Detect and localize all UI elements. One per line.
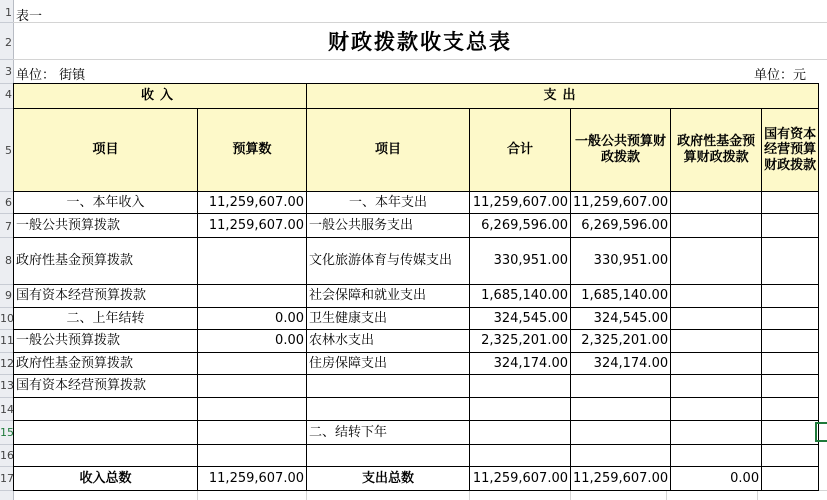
state-capital-cell[interactable] <box>762 238 819 285</box>
gov-fund-cell[interactable] <box>671 214 762 238</box>
income-item-cell[interactable] <box>14 445 198 467</box>
row-header-strip[interactable] <box>0 0 14 500</box>
row-number-11[interactable]: 11 <box>0 334 14 347</box>
page-title[interactable]: 财政拨款收支总表 <box>328 29 512 54</box>
income-item-cell[interactable]: 一般公共预算拨款 <box>14 330 198 353</box>
header-total[interactable]: 合计 <box>470 109 571 192</box>
state-capital-cell[interactable] <box>762 192 819 214</box>
total-cell[interactable] <box>470 398 571 421</box>
header-budget[interactable]: 预算数 <box>198 109 307 192</box>
table-row <box>14 467 819 491</box>
state-capital-cell[interactable] <box>762 375 819 398</box>
header-state-capital[interactable]: 国有资本经营预算财政拨款 <box>762 109 819 192</box>
table-row <box>14 353 819 375</box>
expense-item-cell[interactable]: 农林水支出 <box>307 330 470 353</box>
header-expense[interactable]: 支出 <box>307 84 819 109</box>
gov-fund-cell[interactable] <box>671 308 762 330</box>
expense-item-cell[interactable]: 文化旅游体育与传媒支出 <box>307 238 470 285</box>
row-number-15[interactable]: 15 <box>0 426 14 439</box>
row-number-13[interactable]: 13 <box>0 379 14 392</box>
budget-cell[interactable] <box>198 353 307 375</box>
general-budget-cell[interactable]: 324,545.00 <box>571 308 671 330</box>
income-total-value[interactable]: 11,259,607.00 <box>198 467 307 491</box>
state-capital-cell[interactable] <box>762 214 819 238</box>
table-row <box>14 375 819 398</box>
budget-cell[interactable] <box>198 445 307 467</box>
budget-cell[interactable]: 11,259,607.00 <box>198 192 307 214</box>
state-capital-cell[interactable] <box>762 445 819 467</box>
total-cell[interactable]: 1,685,140.00 <box>470 285 571 308</box>
gov-fund-cell[interactable] <box>671 353 762 375</box>
row-number-12[interactable]: 12 <box>0 357 14 370</box>
header-income[interactable]: 收入 <box>14 84 307 109</box>
total-cell[interactable]: 6,269,596.00 <box>470 214 571 238</box>
budget-cell[interactable] <box>198 398 307 421</box>
general-budget-cell[interactable] <box>571 445 671 467</box>
income-item-cell[interactable]: 政府性基金预算拨款 <box>14 238 198 285</box>
total-cell[interactable] <box>470 445 571 467</box>
gov-fund-cell[interactable] <box>671 192 762 214</box>
row-number-2[interactable]: 2 <box>5 36 12 49</box>
general-budget-cell[interactable] <box>571 421 671 445</box>
total-cell[interactable] <box>470 375 571 398</box>
income-total-label[interactable]: 收入总数 <box>14 467 198 491</box>
header-gov-fund[interactable]: 政府性基金预算财政拨款 <box>671 109 762 192</box>
table-row <box>14 238 819 285</box>
row-number-10[interactable]: 10 <box>0 312 14 325</box>
budget-cell[interactable]: 0.00 <box>198 330 307 353</box>
total-cell[interactable]: 2,325,201.00 <box>470 330 571 353</box>
total-cell[interactable]: 330,951.00 <box>470 238 571 285</box>
unit-left[interactable]: 单位： 街镇 <box>16 68 86 83</box>
income-item-cell[interactable]: 国有资本经营预算拨款 <box>14 375 198 398</box>
row-number-4[interactable]: 4 <box>5 88 12 101</box>
gov-fund-cell[interactable] <box>671 285 762 308</box>
header-expense-item[interactable]: 项目 <box>307 109 470 192</box>
income-item-cell[interactable]: 一般公共预算拨款 <box>14 214 198 238</box>
income-item-cell[interactable]: 二、上年结转 <box>14 308 198 330</box>
state-capital-total[interactable] <box>762 467 819 491</box>
row-number-9[interactable]: 9 <box>5 289 12 302</box>
row-number-5[interactable]: 5 <box>5 144 12 157</box>
budget-cell[interactable] <box>198 285 307 308</box>
state-capital-cell[interactable] <box>762 308 819 330</box>
expense-item-cell[interactable]: 一、本年支出 <box>307 192 470 214</box>
table-row <box>14 214 819 238</box>
gov-fund-cell[interactable] <box>671 238 762 285</box>
expense-item-cell[interactable] <box>307 398 470 421</box>
general-budget-cell[interactable]: 324,174.00 <box>571 353 671 375</box>
general-budget-cell[interactable]: 6,269,596.00 <box>571 214 671 238</box>
table-row <box>14 285 819 308</box>
row-number-1[interactable]: 1 <box>5 6 12 19</box>
sheet-caption[interactable]: 表一 <box>16 9 43 24</box>
gov-fund-cell[interactable] <box>671 375 762 398</box>
row-number-3[interactable]: 3 <box>5 65 12 78</box>
budget-cell[interactable] <box>198 375 307 398</box>
state-capital-cell[interactable] <box>762 285 819 308</box>
row-number-6[interactable]: 6 <box>5 196 12 209</box>
expense-item-cell[interactable] <box>307 375 470 398</box>
expense-total-label[interactable]: 支出总数 <box>307 467 470 491</box>
budget-table <box>13 83 819 491</box>
state-capital-cell[interactable] <box>762 330 819 353</box>
total-cell[interactable]: 324,174.00 <box>470 353 571 375</box>
expense-item-cell[interactable]: 住房保障支出 <box>307 353 470 375</box>
expense-item-cell[interactable]: 一般公共服务支出 <box>307 214 470 238</box>
state-capital-cell[interactable] <box>762 353 819 375</box>
income-item-cell[interactable]: 政府性基金预算拨款 <box>14 353 198 375</box>
income-item-cell[interactable]: 国有资本经营预算拨款 <box>14 285 198 308</box>
row-number-17[interactable]: 17 <box>0 472 14 485</box>
total-cell[interactable]: 324,545.00 <box>470 308 571 330</box>
general-budget-cell[interactable]: 1,685,140.00 <box>571 285 671 308</box>
general-budget-cell[interactable] <box>571 398 671 421</box>
gov-fund-cell[interactable] <box>671 421 762 445</box>
table-row <box>14 192 819 214</box>
budget-cell[interactable]: 11,259,607.00 <box>198 214 307 238</box>
unit-right[interactable]: 单位：元 <box>754 68 807 83</box>
state-capital-cell[interactable] <box>762 398 819 421</box>
general-budget-total[interactable]: 11,259,607.00 <box>571 467 671 491</box>
expense-item-cell[interactable] <box>307 445 470 467</box>
general-budget-cell[interactable] <box>571 375 671 398</box>
general-budget-cell[interactable]: 11,259,607.00 <box>571 192 671 214</box>
gov-fund-cell[interactable] <box>671 330 762 353</box>
income-item-cell[interactable]: 一、本年收入 <box>14 192 198 214</box>
income-item-cell[interactable] <box>14 398 198 421</box>
total-cell[interactable]: 11,259,607.00 <box>470 192 571 214</box>
table-row <box>14 330 819 353</box>
row-number-16[interactable]: 16 <box>0 449 14 462</box>
expense-item-cell[interactable]: 二、结转下年 <box>307 421 470 445</box>
table-row <box>14 308 819 330</box>
budget-cell[interactable]: 0.00 <box>198 308 307 330</box>
gov-fund-cell[interactable] <box>671 398 762 421</box>
expense-total-value[interactable]: 11,259,607.00 <box>470 467 571 491</box>
general-budget-cell[interactable]: 330,951.00 <box>571 238 671 285</box>
selected-cell-indicator[interactable] <box>815 422 827 442</box>
row-number-7[interactable]: 7 <box>5 220 12 233</box>
income-item-cell[interactable] <box>14 421 198 445</box>
row-number-8[interactable]: 8 <box>5 254 12 267</box>
table-row <box>14 398 819 421</box>
gov-fund-total[interactable]: 0.00 <box>671 467 762 491</box>
budget-cell[interactable] <box>198 421 307 445</box>
expense-item-cell[interactable]: 卫生健康支出 <box>307 308 470 330</box>
budget-cell[interactable] <box>198 238 307 285</box>
general-budget-cell[interactable]: 2,325,201.00 <box>571 330 671 353</box>
row-number-14[interactable]: 14 <box>0 403 14 416</box>
total-cell[interactable] <box>470 421 571 445</box>
table-row <box>14 421 819 445</box>
table-row <box>14 445 819 467</box>
gov-fund-cell[interactable] <box>671 445 762 467</box>
header-income-item[interactable]: 项目 <box>14 109 198 192</box>
state-capital-cell[interactable] <box>762 421 819 445</box>
header-general-budget[interactable]: 一般公共预算财政拨款 <box>571 109 671 192</box>
expense-item-cell[interactable]: 社会保障和就业支出 <box>307 285 470 308</box>
